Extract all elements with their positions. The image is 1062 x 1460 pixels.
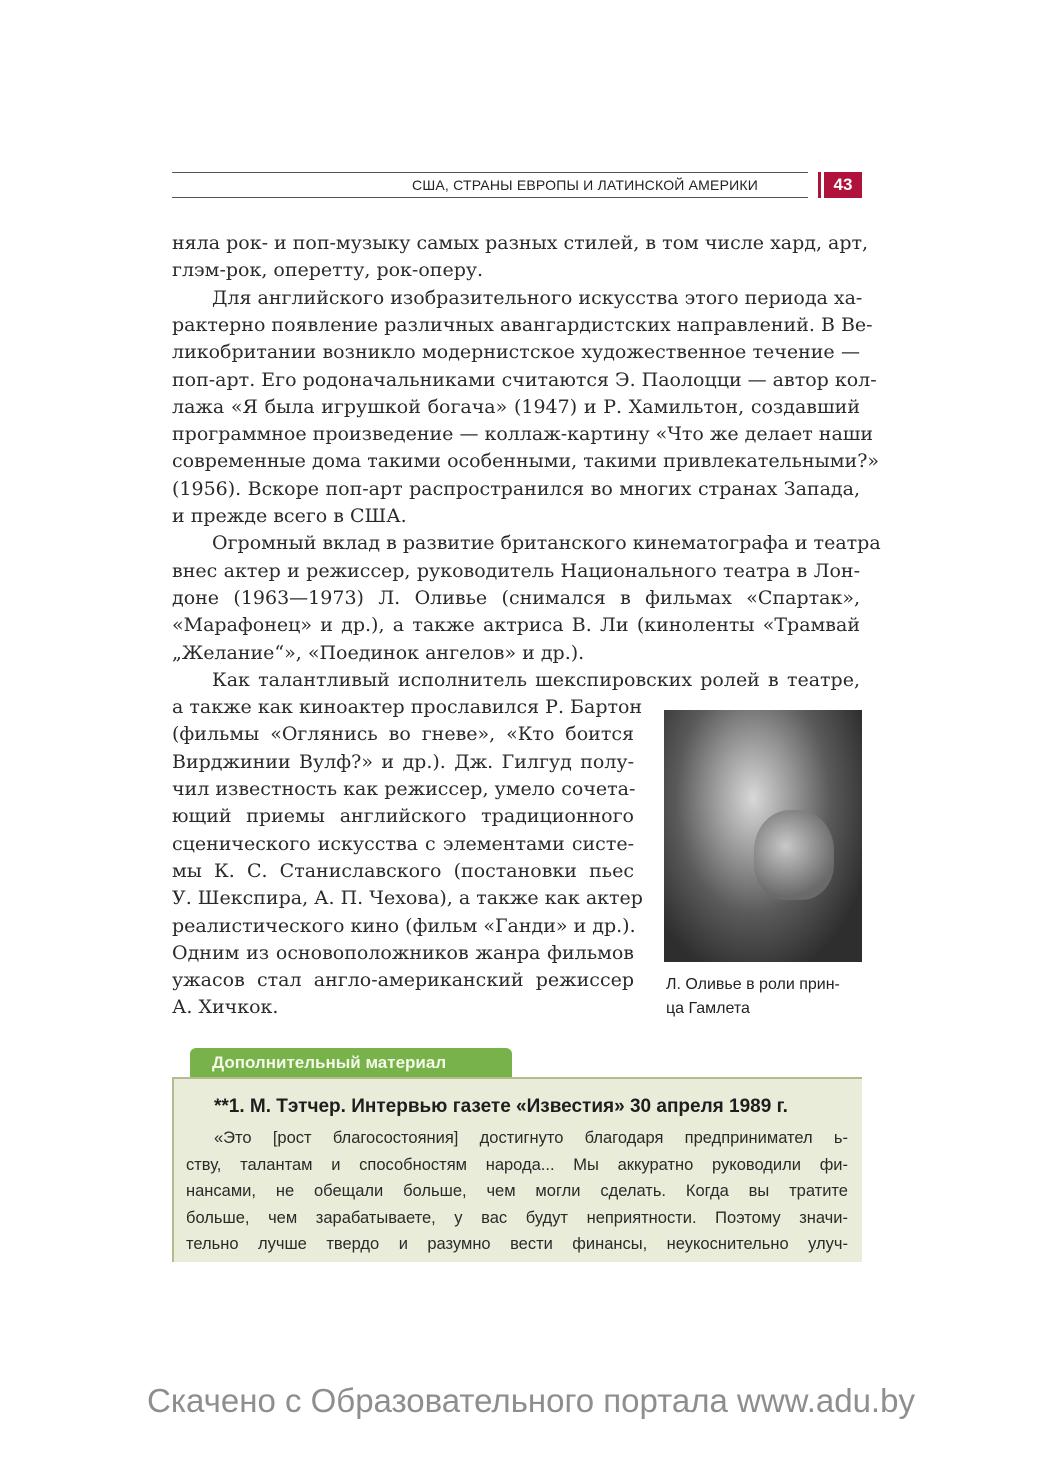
text-line: мы К. С. Станиславского (постановки пьес: [172, 859, 634, 882]
olivier-hamlet-photo: [664, 710, 862, 962]
text-line: сценического искусства с элементами систе-: [172, 832, 634, 855]
text-line: реалистического кино (фильм «Ганди» и др.).: [172, 914, 636, 937]
extra-text-line: нансами, не обещали больше, чем могли сделать. Когда вы тратите: [186, 1182, 848, 1200]
text-line: Вирджинии Вулф?» и др.). Дж. Гилгуд полу-: [172, 750, 634, 773]
text-line: ликобритании возникло модернистское художественное течение —: [172, 341, 860, 364]
extra-text-line: больше, чем зарабатываете, у вас будут неприятности. Поэтому значи-: [186, 1208, 848, 1227]
extra-text-line: тельно лучше твердо и разумно вести финансы, неукоснительно улуч-: [186, 1235, 848, 1253]
text-line: лажа «Я была игрушкой богача» (1947) и Р. Хамильтон, создавший: [172, 395, 860, 418]
text-line: доне (1963—1973) Л. Оливье (снимался в фильмах «Спартак»,: [172, 586, 860, 609]
text-line: ужасов стал англо-американский режиссер: [172, 969, 634, 992]
running-title: США, СТРАНЫ ЕВРОПЫ И ЛАТИНСКОЙ АМЕРИКИ: [412, 177, 758, 193]
text-line: (1956). Вскоре поп-арт распространился во многих странах Запада,: [172, 477, 860, 500]
text-line: поп-арт. Его родоначальниками считаются Э. Паолоцци — автор кол-: [172, 368, 877, 391]
text-line: а также как киноактер прославился Р. Бартон: [172, 696, 643, 719]
extra-material-tab: Дополнительный материал: [190, 1048, 512, 1077]
text-line: Для английского изобразительного искусства этого периода ха-: [212, 286, 863, 309]
text-line: Как талантливый исполнитель шекспировских ролей в театре,: [212, 668, 860, 691]
header-rule-bottom: [172, 197, 808, 198]
text-line: ющий приемы английского традиционного: [172, 805, 634, 828]
page-number: 43: [824, 172, 862, 198]
text-line: «Марафонец» и др.), а также актриса В. Ли (киноленты «Трамвай: [172, 614, 860, 637]
skull-shape: [754, 810, 834, 900]
text-line: современные дома такими особенными, такими привлекательными?»: [172, 450, 880, 473]
text-line: рактерно появление различных авангардистских направлений. В Ве-: [172, 313, 873, 336]
text-line: У. Шекспира, А. П. Чехова), а также как актер: [172, 887, 643, 910]
text-line: „Желание“», «Поединок ангелов» и др.).: [172, 641, 585, 664]
text-line: (фильмы «Оглянись во гневе», «Кто боится: [172, 723, 634, 746]
watermark: Скачено с Образовательного портала www.adu.by: [147, 1382, 915, 1419]
text-line: Огромный вклад в развитие британского кинематографа и театра: [212, 532, 881, 555]
extra-text-line: «Это [рост благосостояния] достигнуто благодаря предпринимател ь-: [214, 1129, 848, 1147]
text-line: внес актер и режиссер, руководитель Национального театра в Лон-: [172, 559, 860, 582]
page-number-bar: [818, 172, 821, 198]
text-line: А. Хичкок.: [172, 996, 279, 1019]
text-line: Одним из основоположников жанра фильмов: [172, 941, 634, 964]
extra-material-title: **1. М. Тэтчер. Интервью газете «Известия» 30 апреля 1989 г.: [214, 1096, 788, 1117]
figure-caption-line: ца Гамлета: [666, 1000, 750, 1017]
text-line: чил известность как режиссер, умело сочета-: [172, 778, 636, 800]
text-line: программное произведение — коллаж-картину «Что же делает наши: [172, 423, 874, 446]
extra-text-line: ству, талантам и способностям народа... Мы аккуратно руководили фи-: [186, 1155, 848, 1174]
text-line: няла рок- и поп-музыку самых разных стилей, в том числе хард, арт,: [172, 232, 869, 254]
text-line: и прежде всего в США.: [172, 505, 407, 527]
text-line: глэм-рок, оперетту, рок-оперу.: [172, 259, 484, 282]
header-rule-top: [172, 172, 808, 173]
figure-caption-line: Л. Оливье в роли прин-: [666, 976, 840, 993]
